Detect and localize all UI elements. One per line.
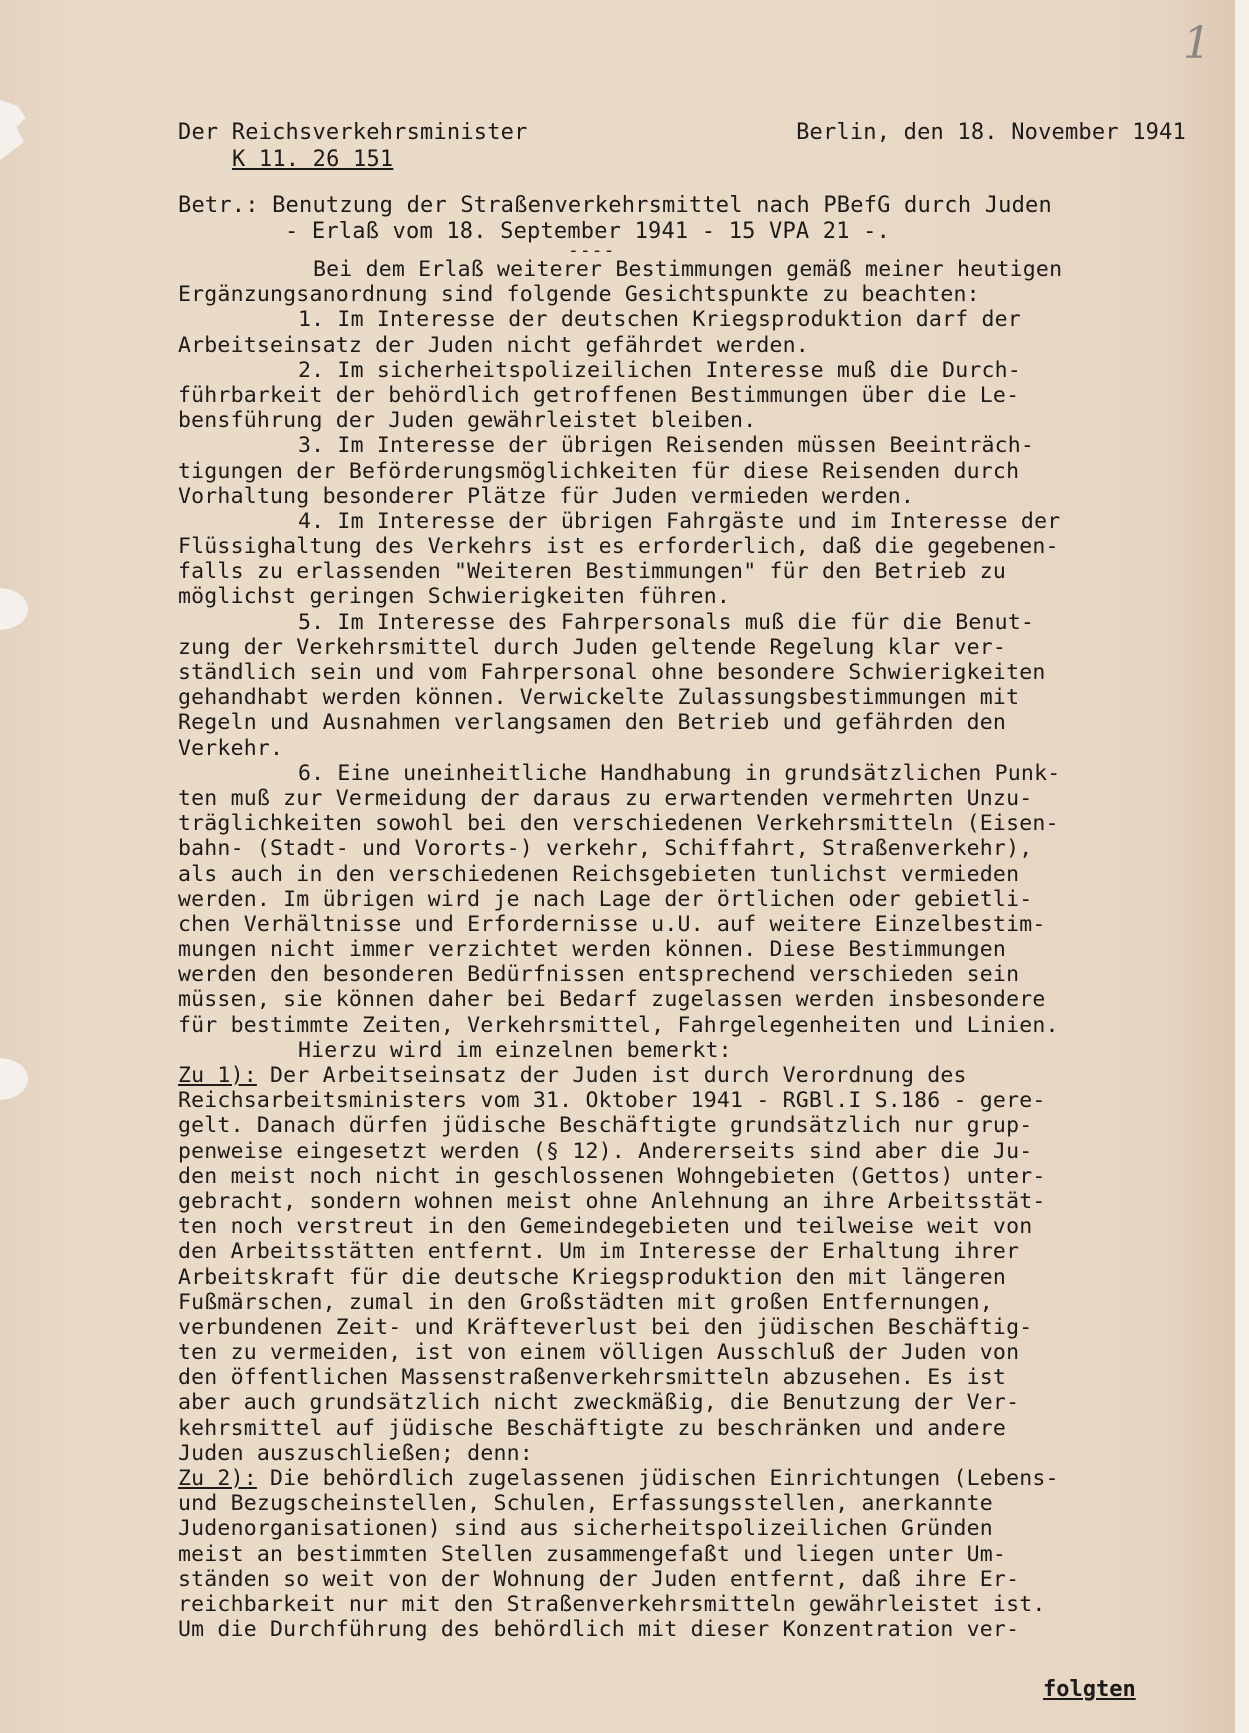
punch-hole	[0, 1058, 28, 1100]
text-line: ten noch verstreut in den Gemeindegebieten und teilweise weit von	[178, 1214, 1033, 1240]
text-line: Flüssighaltung des Verkehrs ist es erforderlich, daß die gegebenen-	[178, 534, 1059, 560]
text-line: den meist noch nicht in geschlossenen Wohngebieten (Gettos) unter-	[178, 1163, 1046, 1189]
section-label-zu2: Zu 2):	[178, 1466, 257, 1491]
text-line: chen Verhältnisse und Erfordernisse u.U. auf weitere Einzelbestim-	[178, 911, 1046, 937]
text-line: zung der Verkehrsmittel durch Juden geltende Regelung klar ver-	[178, 634, 1007, 660]
text-line: möglichst geringen Schwierigkeiten führen.	[178, 584, 731, 610]
text-line-content: Die behördlich zugelassenen jüdischen Einrichtungen (Lebens-	[270, 1466, 1059, 1491]
text-line: ständen so weit von der Wohnung der Juden entfernt, daß ihre Er-	[178, 1566, 1020, 1592]
text-line: Um die Durchführung des behördlich mit dieser Konzentration ver-	[178, 1617, 1020, 1643]
text-line: führbarkeit der behördlich getroffenen Bestimmungen über die Le-	[178, 382, 1020, 408]
text-line: gebracht, sondern wohnen meist ohne Anlehnung an ihre Arbeitsstät-	[178, 1188, 1046, 1214]
page-margin	[1235, 0, 1249, 1733]
text-line: gehandhabt werden können. Verwickelte Zulassungsbestimmungen mit	[178, 685, 1020, 711]
text-line: Regeln und Ausnahmen verlangsamen den Betrieb und gefährden den	[178, 710, 1007, 736]
text-line: mungen nicht immer verzichtet werden können. Diese Bestimmungen	[178, 937, 1007, 963]
catchword: folgten	[1043, 1677, 1136, 1702]
text-line: Hierzu wird im einzelnen bemerkt:	[298, 1037, 732, 1063]
text-line: 6. Eine uneinheitliche Handhabung in grundsätzlichen Punk-	[298, 760, 1061, 786]
torn-edge	[0, 100, 30, 160]
text-line: ten zu vermeiden, ist von einem völligen Ausschluß der Juden von	[178, 1340, 1020, 1366]
text-line: Reichsarbeitsministers vom 31. Oktober 1941 - RGBl.I S.186 - gere-	[178, 1088, 1046, 1114]
text-line: werden. Im übrigen wird je nach Lage der örtlichen oder gebietli-	[178, 886, 1033, 912]
text-line: Fußmärschen, zumal in den Großstädten mit großen Entfernungen,	[178, 1289, 993, 1315]
text-line: penweise eingesetzt werden (§ 12). Andererseits sind aber die Ju-	[178, 1138, 1033, 1164]
text-line: müssen, sie können daher bei Bedarf zugelassen werden insbesondere	[178, 987, 1046, 1013]
text-line-content: Der Arbeitseinsatz der Juden ist durch Verordnung des	[270, 1063, 967, 1088]
text-line: Juden auszuschließen; denn:	[178, 1440, 533, 1466]
page-number: 1	[1183, 18, 1211, 69]
text-line: für bestimmte Zeiten, Verkehrsmittel, Fahrgelegenheiten und Linien.	[178, 1012, 1059, 1038]
text-line: 4. Im Interesse der übrigen Fahrgäste und im Interesse der	[298, 508, 1061, 534]
text-line: reichbarkeit nur mit den Straßenverkehrsmitteln gewährleistet ist.	[178, 1591, 1046, 1617]
letter-body	[178, 120, 1218, 1642]
text-line: 2. Im sicherheitspolizeilichen Interesse muß die Durch-	[298, 357, 1021, 383]
subject-line: Betr.: Benutzung der Straßenverkehrsmittel nach PBefG durch Juden	[178, 193, 1052, 218]
text-line: 1. Im Interesse der deutschen Kriegsproduktion darf der	[298, 307, 1021, 333]
text-line: Arbeitskraft für die deutsche Kriegsproduktion den mit längeren	[178, 1264, 1007, 1290]
text-line: tigungen der Beförderungsmöglichkeiten für diese Reisenden durch	[178, 458, 1020, 484]
text-line: Verkehr.	[178, 735, 284, 761]
text-line: bahn- (Stadt- und Vororts-) verkehr, Schiffahrt, Straßenverkehr),	[178, 836, 1033, 862]
text-line: meist an bestimmten Stellen zusammengefaßt und liegen unter Um-	[178, 1541, 1007, 1567]
reference-number: K 11. 26 151	[232, 147, 394, 172]
text-line: und Bezugscheinstellen, Schulen, Erfassungsstellen, anerkannte	[178, 1491, 993, 1517]
text-line: als auch in den verschiedenen Reichsgebieten tunlichst vermieden	[178, 861, 1020, 887]
text-line: werden den besonderen Bedürfnissen entsprechend verschieden sein	[178, 962, 1020, 988]
place-date: Berlin, den 18. November 1941	[796, 120, 1186, 145]
separator: ----	[568, 240, 616, 261]
text-line: den Arbeitsstätten entfernt. Um im Interesse der Erhaltung ihrer	[178, 1239, 1020, 1265]
text-line: verbundenen Zeit- und Kräfteverlust bei den jüdischen Beschäftig-	[178, 1314, 1033, 1340]
text-line: aber auch grundsätzlich nicht zweckmäßig, die Benutzung der Ver-	[178, 1390, 1020, 1416]
text-line: den öffentlichen Massenstraßenverkehrsmitteln abzusehen. Es ist	[178, 1365, 1007, 1391]
text-line: 5. Im Interesse des Fahrpersonals muß die für die Benut-	[298, 609, 1035, 635]
punch-hole	[0, 588, 28, 630]
text-line	[178, 1063, 1218, 1088]
subject-decree: - Erlaß vom 18. September 1941 - 15 VPA 21 -.	[285, 219, 891, 244]
text-line: Arbeitseinsatz der Juden nicht gefährdet werden.	[178, 332, 809, 358]
text-line: Judenorganisationen) sind aus sicherheitspolizeilichen Gründen	[178, 1516, 993, 1542]
text-line: kehrsmittel auf jüdische Beschäftigte zu beschränken und andere	[178, 1415, 1007, 1441]
text-line: träglichkeiten sowohl bei den verschiedenen Verkehrsmitteln (Eisen-	[178, 811, 1059, 837]
letter-header	[178, 120, 1186, 145]
text-line: 3. Im Interesse der übrigen Reisenden müssen Beeinträch-	[298, 433, 1035, 459]
text-line: Bei dem Erlaß weiterer Bestimmungen gemäß meiner heutigen	[313, 257, 1063, 282]
text-line: ten muß zur Vermeidung der daraus zu erwartenden vermehrten Unzu-	[178, 785, 1033, 811]
text-line: gelt. Danach dürfen jüdische Beschäftigte grundsätzlich nur grup-	[178, 1113, 1033, 1139]
text-line: bensführung der Juden gewährleistet bleiben.	[178, 408, 757, 434]
sender: Der Reichsverkehrsminister	[178, 120, 528, 145]
text-line: Ergänzungsanordnung sind folgende Gesichtspunkte zu beachten:	[178, 282, 980, 308]
text-line: Vorhaltung besonderer Plätze für Juden vermieden werden.	[178, 483, 915, 509]
text-line	[178, 1466, 1218, 1491]
section-label-zu1: Zu 1):	[178, 1063, 257, 1088]
text-line: falls zu erlassenden "Weiteren Bestimmungen" für den Betrieb zu	[178, 559, 1007, 585]
text-line: ständlich sein und vom Fahrpersonal ohne besondere Schwierigkeiten	[178, 660, 1046, 685]
